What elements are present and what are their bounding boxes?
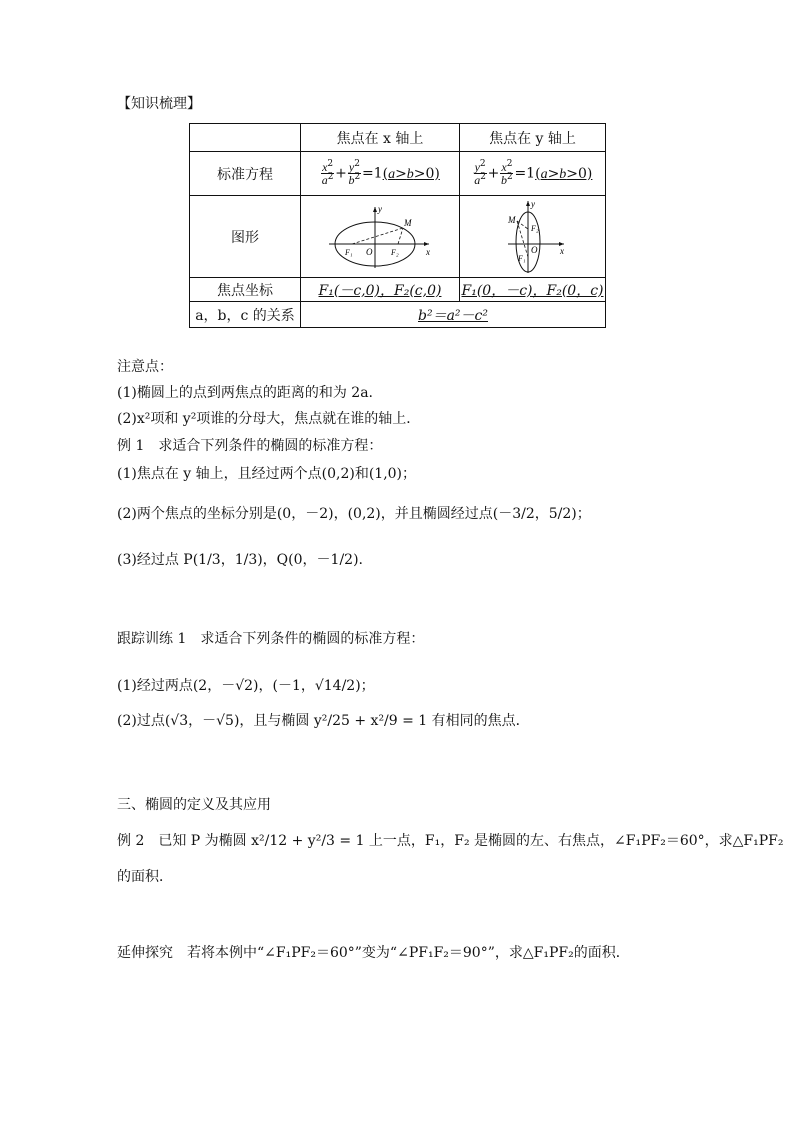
cell-relation	[301, 302, 606, 328]
cell-figure-y	[460, 196, 606, 278]
header-focus-x	[301, 124, 460, 152]
fig1-f2-label: F₂	[391, 247, 399, 257]
fig2-y-label: y	[530, 198, 535, 209]
row-label-foci-text: 焦点坐标	[217, 282, 273, 299]
row-label-figure-text: 图形	[231, 229, 259, 246]
example1-q1: (1)焦点在 y 轴上，且经过两个点(0,2)和(1,0)；	[117, 466, 417, 482]
fig1-x-label: x	[426, 246, 430, 257]
example1-title: 例 1 求适合下列条件的椭圆的标准方程：	[117, 438, 383, 454]
foci-x-text: F₁(－c,0)，F₂(c,0)	[318, 282, 442, 299]
training1-title: 跟踪训练 1 求适合下列条件的椭圆的标准方程：	[117, 631, 425, 647]
notes-title: 注意点：	[117, 359, 173, 375]
header-focus-y-text: 焦点在 y 轴上	[489, 130, 576, 147]
note-1: (1)椭圆上的点到两焦点的距离的和为 2a.	[117, 385, 373, 401]
row-label-standard-eq	[190, 152, 301, 196]
fig2-x-label: x	[559, 245, 564, 256]
example1-q3: (3)经过点 P(1/3，1/3)，Q(0，－1/2).	[117, 552, 363, 568]
extension-text: 延伸探究 若将本例中“∠F₁PF₂＝60°”变为“∠PF₁F₂＝90°”，求△F₁PF₂的面积．	[117, 945, 630, 961]
cell-foci-x	[301, 278, 460, 302]
row-label-relation	[190, 302, 301, 328]
header-focus-y	[460, 124, 606, 152]
cell-eq-x: $\frac{x^2}{a^2}$ + $\frac{y^2}{b^2}$ =1(a>b>0)	[301, 152, 460, 196]
example2-line1: 例 2 已知 P 为椭圆 x²/12 + y²/3 = 1 上一点，F₁，F₂ 是椭圆的左、右焦点，∠F₁PF₂＝60°，求△F₁PF₂	[117, 833, 784, 849]
note-2: (2)x²项和 y²项谁的分母大，焦点就在谁的轴上．	[117, 411, 421, 427]
foci-y-text: F₁(0，－c)，F₂(0，c)	[461, 282, 604, 299]
training1-q1: (1)经过两点(2，－√2)，(－1，√14/2)；	[117, 678, 375, 694]
fig1-f1-label: F₁	[345, 247, 353, 257]
row-label-relation-text: a，b，c 的关系	[195, 307, 295, 324]
knowledge-table	[189, 123, 606, 328]
fig2-f2-label: F₂	[530, 223, 539, 233]
cell-foci-y	[460, 278, 606, 302]
fig2-m-label: M	[507, 214, 515, 225]
row-label-standard-eq-text: 标准方程	[217, 166, 273, 183]
relation-text: b²＝a²－c²	[418, 307, 488, 324]
example1-q2: (2)两个焦点的坐标分别是(0，－2)，(0,2)，并且椭圆经过点(－3/2，5/2)；	[117, 506, 591, 522]
section3-heading: 三、椭圆的定义及其应用	[117, 797, 271, 813]
fig2-o-label: O	[530, 244, 537, 255]
fig2-f1-label: F₁	[517, 253, 526, 263]
cell-figure-x	[301, 196, 460, 278]
cell-eq-y: $\frac{y^2}{a^2}$ + $\frac{x^2}{b^2}$ =1(a>b>0)	[460, 152, 606, 196]
example2-line2: 的面积．	[117, 869, 173, 885]
section-head: 【知识梳理】	[117, 96, 201, 112]
fig1-o-label: O	[366, 246, 373, 257]
fig1-m-label: M	[404, 217, 412, 228]
header-focus-x-text: 焦点在 x 轴上	[336, 130, 424, 147]
table-corner	[190, 124, 301, 152]
ellipse-horizontal-figure	[325, 204, 435, 270]
fig1-y-label: y	[378, 203, 382, 214]
training1-q2: (2)过点(√3，－√5)，且与椭圆 y²/25 + x²/9 = 1 有相同的焦点．	[117, 713, 530, 729]
row-label-foci	[190, 278, 301, 302]
ellipse-vertical-figure	[498, 199, 568, 275]
row-label-figure	[190, 196, 301, 278]
